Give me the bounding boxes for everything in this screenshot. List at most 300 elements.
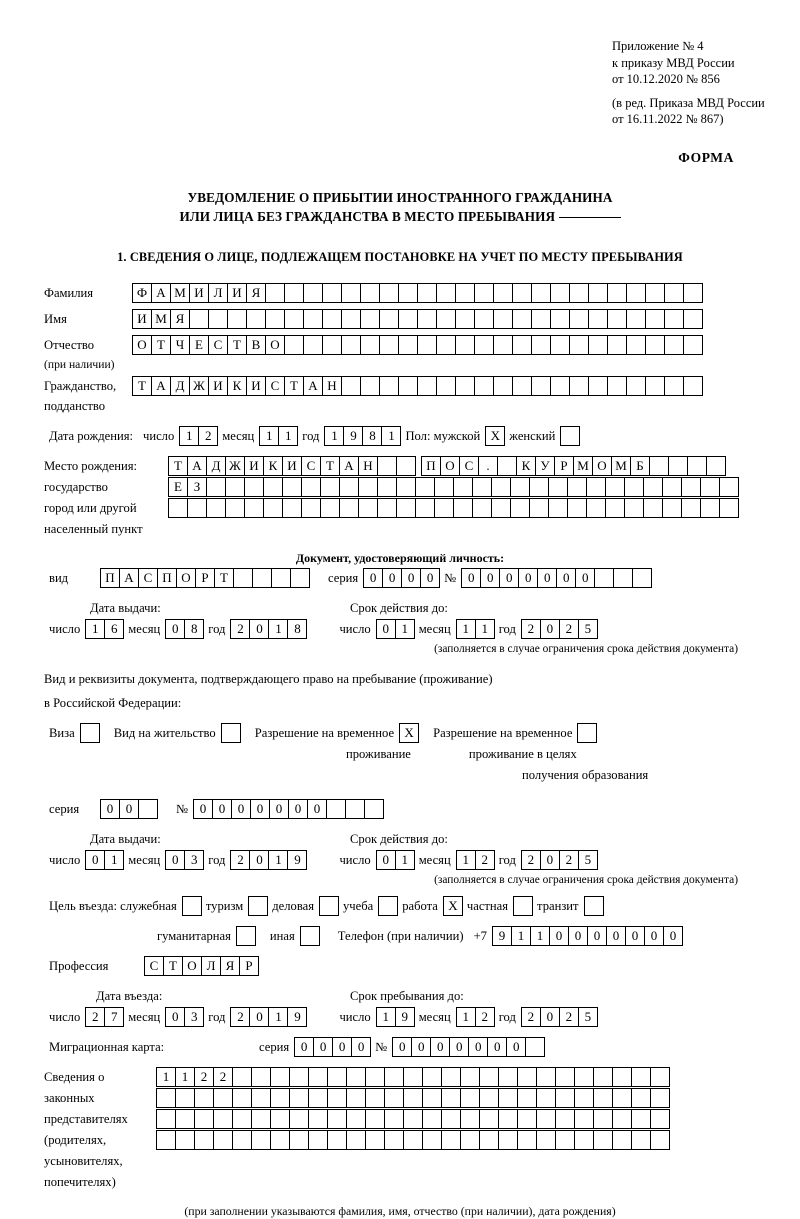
cell[interactable] <box>284 283 304 303</box>
cell[interactable] <box>327 1109 347 1129</box>
cell[interactable]: 0 <box>307 799 327 819</box>
cell[interactable] <box>232 1088 252 1108</box>
cell[interactable] <box>460 1130 480 1150</box>
cell[interactable] <box>643 498 663 518</box>
cell[interactable] <box>586 498 606 518</box>
cell[interactable]: 8 <box>287 619 307 639</box>
cell[interactable] <box>441 1130 461 1150</box>
cell[interactable]: X <box>443 896 463 916</box>
cell[interactable]: 0 <box>85 850 105 870</box>
cell[interactable]: Р <box>195 568 215 588</box>
cell[interactable]: 0 <box>411 1037 431 1057</box>
cell[interactable] <box>555 1088 575 1108</box>
legal-rep-cells-row4[interactable] <box>156 1130 669 1150</box>
cell[interactable] <box>365 1067 385 1087</box>
cell[interactable] <box>493 335 513 355</box>
cell[interactable] <box>529 498 549 518</box>
legal-rep-cells-row1[interactable] <box>156 1067 669 1087</box>
cell[interactable]: К <box>227 376 247 396</box>
cell[interactable]: 0 <box>376 619 396 639</box>
cell[interactable] <box>398 283 418 303</box>
cell[interactable]: С <box>144 956 164 976</box>
mcard-series-cells[interactable] <box>294 1037 370 1057</box>
cell[interactable]: 2 <box>230 850 250 870</box>
cell[interactable] <box>251 1109 271 1129</box>
cell[interactable] <box>379 335 399 355</box>
cell[interactable] <box>301 498 321 518</box>
cell[interactable] <box>605 477 625 497</box>
cell[interactable] <box>384 1088 404 1108</box>
cell[interactable] <box>683 283 703 303</box>
cell[interactable] <box>645 283 665 303</box>
cell[interactable] <box>80 723 100 743</box>
cell[interactable] <box>631 1088 651 1108</box>
cell[interactable] <box>194 1088 214 1108</box>
cell[interactable] <box>479 1109 499 1129</box>
cell[interactable] <box>706 456 726 476</box>
cell[interactable]: 8 <box>184 619 204 639</box>
cell[interactable]: X <box>485 426 505 446</box>
cell[interactable]: И <box>132 309 152 329</box>
cell[interactable] <box>194 1130 214 1150</box>
cell[interactable]: 0 <box>332 1037 352 1057</box>
cell[interactable]: М <box>611 456 631 476</box>
cell[interactable] <box>548 477 568 497</box>
cell[interactable] <box>417 335 437 355</box>
cell[interactable]: С <box>138 568 158 588</box>
cell[interactable] <box>156 1109 176 1129</box>
cell[interactable]: 2 <box>198 426 218 446</box>
cell[interactable] <box>271 568 291 588</box>
cell[interactable] <box>517 1109 537 1129</box>
cell[interactable] <box>206 498 226 518</box>
cell[interactable] <box>422 1067 442 1087</box>
cell[interactable]: 1 <box>381 426 401 446</box>
cell[interactable] <box>417 309 437 329</box>
cell[interactable] <box>536 1109 556 1129</box>
cell[interactable]: 2 <box>230 619 250 639</box>
cell[interactable] <box>664 283 684 303</box>
cell[interactable]: 0 <box>231 799 251 819</box>
cell[interactable]: 0 <box>269 799 289 819</box>
cell[interactable] <box>308 1067 328 1087</box>
cell[interactable] <box>624 477 644 497</box>
cell[interactable]: О <box>440 456 460 476</box>
cell[interactable] <box>346 1088 366 1108</box>
cell[interactable] <box>403 1088 423 1108</box>
cell[interactable] <box>384 1067 404 1087</box>
cell[interactable] <box>327 1130 347 1150</box>
cell[interactable] <box>282 498 302 518</box>
cell[interactable] <box>263 477 283 497</box>
cell[interactable] <box>474 309 494 329</box>
cell[interactable]: Д <box>206 456 226 476</box>
cell[interactable] <box>584 896 604 916</box>
cell[interactable] <box>322 283 342 303</box>
cell[interactable] <box>567 498 587 518</box>
legal-rep-cells-row3[interactable] <box>156 1109 669 1129</box>
cell[interactable]: 2 <box>475 850 495 870</box>
birth-place-city-cells-row1[interactable] <box>421 456 725 476</box>
cell[interactable] <box>517 1067 537 1087</box>
cell[interactable] <box>550 376 570 396</box>
cell[interactable]: С <box>301 456 321 476</box>
cell[interactable] <box>175 1109 195 1129</box>
cell[interactable] <box>664 335 684 355</box>
cell[interactable]: 3 <box>184 850 204 870</box>
entry-month-cells[interactable] <box>165 1007 203 1027</box>
cell[interactable] <box>569 335 589 355</box>
cell[interactable] <box>265 283 285 303</box>
sex-male-checkbox[interactable] <box>485 426 504 446</box>
cell[interactable]: 0 <box>392 1037 412 1057</box>
cell[interactable]: О <box>132 335 152 355</box>
cell[interactable]: К <box>516 456 536 476</box>
edu-residence-checkbox[interactable] <box>577 723 596 743</box>
cell[interactable] <box>175 1088 195 1108</box>
cell[interactable] <box>360 376 380 396</box>
cell[interactable]: 1 <box>268 1007 288 1027</box>
cell[interactable] <box>284 309 304 329</box>
cell[interactable]: А <box>339 456 359 476</box>
cell[interactable]: X <box>399 723 419 743</box>
cell[interactable]: Т <box>163 956 183 976</box>
purpose-study-checkbox[interactable] <box>378 896 397 916</box>
cell[interactable] <box>345 799 365 819</box>
purpose-work-checkbox[interactable] <box>443 896 462 916</box>
cell[interactable] <box>588 283 608 303</box>
purpose-service-checkbox[interactable] <box>182 896 201 916</box>
cell[interactable]: Н <box>358 456 378 476</box>
cell[interactable]: П <box>100 568 120 588</box>
cell[interactable] <box>194 1109 214 1129</box>
cell[interactable] <box>536 1067 556 1087</box>
cell[interactable] <box>436 376 456 396</box>
cell[interactable] <box>453 477 473 497</box>
cell[interactable]: 0 <box>556 568 576 588</box>
doc-number-cells[interactable] <box>461 568 651 588</box>
cell[interactable] <box>612 1088 632 1108</box>
cell[interactable] <box>403 1130 423 1150</box>
cell[interactable]: 0 <box>587 926 607 946</box>
cell[interactable]: 0 <box>119 799 139 819</box>
cell[interactable]: 1 <box>511 926 531 946</box>
cell[interactable]: Н <box>322 376 342 396</box>
cell[interactable]: Т <box>227 335 247 355</box>
cell[interactable]: 2 <box>559 1007 579 1027</box>
purpose-transit-checkbox[interactable] <box>584 896 603 916</box>
cell[interactable]: А <box>151 283 171 303</box>
cell[interactable] <box>479 1088 499 1108</box>
cell[interactable] <box>422 1130 442 1150</box>
cell[interactable] <box>550 335 570 355</box>
cell[interactable]: 2 <box>194 1067 214 1087</box>
cell[interactable] <box>213 1088 233 1108</box>
cell[interactable] <box>378 896 398 916</box>
permit-issue-year-cells[interactable] <box>230 850 306 870</box>
cell[interactable] <box>650 1067 670 1087</box>
cell[interactable] <box>588 376 608 396</box>
cell[interactable]: З <box>187 477 207 497</box>
cell[interactable]: 0 <box>568 926 588 946</box>
cell[interactable] <box>341 376 361 396</box>
cell[interactable]: В <box>246 335 266 355</box>
cell[interactable] <box>550 309 570 329</box>
cell[interactable] <box>645 309 665 329</box>
doc-issue-day-cells[interactable] <box>85 619 123 639</box>
cell[interactable] <box>175 1130 195 1150</box>
cell[interactable] <box>569 376 589 396</box>
cell[interactable] <box>441 1088 461 1108</box>
cell[interactable] <box>498 1109 518 1129</box>
cell[interactable] <box>586 477 606 497</box>
cell[interactable] <box>498 1067 518 1087</box>
cell[interactable] <box>436 283 456 303</box>
cell[interactable] <box>384 1130 404 1150</box>
cell[interactable] <box>358 498 378 518</box>
cell[interactable] <box>379 309 399 329</box>
cell[interactable] <box>683 335 703 355</box>
cell[interactable]: 0 <box>499 568 519 588</box>
cell[interactable]: У <box>535 456 555 476</box>
cell[interactable] <box>455 283 475 303</box>
cell[interactable]: 1 <box>530 926 550 946</box>
cell[interactable] <box>251 1130 271 1150</box>
cell[interactable]: 5 <box>578 1007 598 1027</box>
cell[interactable]: 5 <box>578 850 598 870</box>
cell[interactable] <box>479 1130 499 1150</box>
cell[interactable] <box>379 283 399 303</box>
cell[interactable]: К <box>263 456 283 476</box>
cell[interactable] <box>531 376 551 396</box>
cell[interactable] <box>588 335 608 355</box>
cell[interactable] <box>360 309 380 329</box>
cell[interactable]: 6 <box>104 619 124 639</box>
cell[interactable] <box>422 1088 442 1108</box>
cell[interactable] <box>474 376 494 396</box>
cell[interactable] <box>455 335 475 355</box>
cell[interactable]: 0 <box>165 1007 185 1027</box>
cell[interactable] <box>569 283 589 303</box>
cell[interactable] <box>510 477 530 497</box>
cell[interactable] <box>415 498 435 518</box>
cell[interactable] <box>252 568 272 588</box>
cell[interactable] <box>607 335 627 355</box>
cell[interactable] <box>681 498 701 518</box>
cell[interactable] <box>379 376 399 396</box>
cell[interactable] <box>187 498 207 518</box>
cell[interactable]: 0 <box>540 850 560 870</box>
cell[interactable] <box>303 283 323 303</box>
cell[interactable]: 0 <box>468 1037 488 1057</box>
cell[interactable]: А <box>151 376 171 396</box>
cell[interactable] <box>208 309 228 329</box>
cell[interactable] <box>607 283 627 303</box>
cell[interactable] <box>206 477 226 497</box>
cell[interactable] <box>612 1130 632 1150</box>
cell[interactable] <box>270 1088 290 1108</box>
birth-day-cells[interactable] <box>179 426 217 446</box>
cell[interactable] <box>301 477 321 497</box>
cell[interactable]: И <box>208 376 228 396</box>
cell[interactable] <box>308 1130 328 1150</box>
cell[interactable]: 2 <box>213 1067 233 1087</box>
cell[interactable] <box>263 498 283 518</box>
cell[interactable] <box>251 1088 271 1108</box>
cell[interactable]: 2 <box>230 1007 250 1027</box>
cell[interactable] <box>327 1067 347 1087</box>
permit-valid-day-cells[interactable] <box>376 850 414 870</box>
cell[interactable] <box>719 498 739 518</box>
cell[interactable]: 0 <box>487 1037 507 1057</box>
cell[interactable] <box>512 376 532 396</box>
profession-cells[interactable] <box>144 956 258 976</box>
cell[interactable]: 0 <box>165 850 185 870</box>
cell[interactable]: 1 <box>456 850 476 870</box>
cell[interactable] <box>417 376 437 396</box>
cell[interactable]: И <box>227 283 247 303</box>
cell[interactable] <box>270 1067 290 1087</box>
cell[interactable] <box>624 498 644 518</box>
cell[interactable] <box>453 498 473 518</box>
cell[interactable] <box>434 477 454 497</box>
cell[interactable] <box>403 1109 423 1129</box>
cell[interactable] <box>322 309 342 329</box>
cell[interactable] <box>364 799 384 819</box>
cell[interactable] <box>491 498 511 518</box>
cell[interactable] <box>300 926 320 946</box>
cell[interactable]: А <box>187 456 207 476</box>
cell[interactable] <box>232 1109 252 1129</box>
cell[interactable] <box>626 335 646 355</box>
cell[interactable] <box>664 376 684 396</box>
cell[interactable] <box>588 309 608 329</box>
cell[interactable] <box>612 1067 632 1087</box>
cell[interactable]: 1 <box>456 1007 476 1027</box>
doc-series-cells[interactable] <box>363 568 439 588</box>
cell[interactable] <box>626 309 646 329</box>
cell[interactable] <box>415 477 435 497</box>
cell[interactable]: Р <box>239 956 259 976</box>
cell[interactable]: 9 <box>395 1007 415 1027</box>
cell[interactable] <box>574 1067 594 1087</box>
visa-checkbox[interactable] <box>80 723 99 743</box>
cell[interactable] <box>607 309 627 329</box>
cell[interactable] <box>567 477 587 497</box>
cell[interactable] <box>303 335 323 355</box>
surname-cells[interactable] <box>132 283 702 303</box>
cell[interactable] <box>320 498 340 518</box>
cell[interactable] <box>396 498 416 518</box>
cell[interactable] <box>631 1130 651 1150</box>
cell[interactable] <box>574 1088 594 1108</box>
cell[interactable]: 1 <box>456 619 476 639</box>
cell[interactable]: Т <box>320 456 340 476</box>
cell[interactable] <box>529 477 549 497</box>
cell[interactable]: 9 <box>343 426 363 446</box>
cell[interactable]: 0 <box>518 568 538 588</box>
cell[interactable]: 0 <box>420 568 440 588</box>
cell[interactable]: Ж <box>189 376 209 396</box>
cell[interactable]: 1 <box>475 619 495 639</box>
cell[interactable] <box>555 1130 575 1150</box>
cell[interactable]: И <box>244 456 264 476</box>
cell[interactable] <box>455 376 475 396</box>
cell[interactable] <box>700 477 720 497</box>
cell[interactable] <box>493 309 513 329</box>
cell[interactable]: А <box>119 568 139 588</box>
cell[interactable] <box>626 376 646 396</box>
doc-valid-month-cells[interactable] <box>456 619 494 639</box>
cell[interactable] <box>517 1130 537 1150</box>
cell[interactable] <box>396 456 416 476</box>
cell[interactable] <box>512 283 532 303</box>
purpose-tourism-checkbox[interactable] <box>248 896 267 916</box>
cell[interactable]: Е <box>189 335 209 355</box>
cell[interactable] <box>396 477 416 497</box>
cell[interactable] <box>593 1088 613 1108</box>
cell[interactable] <box>460 1109 480 1129</box>
cell[interactable] <box>282 477 302 497</box>
cell[interactable]: 9 <box>492 926 512 946</box>
cell[interactable]: М <box>170 283 190 303</box>
cell[interactable] <box>593 1109 613 1129</box>
birth-place-city-cells-row3[interactable] <box>168 498 738 518</box>
cell[interactable] <box>577 723 597 743</box>
cell[interactable] <box>182 896 202 916</box>
cell[interactable] <box>531 335 551 355</box>
temp-residence-checkbox[interactable] <box>399 723 418 743</box>
cell[interactable]: 0 <box>575 568 595 588</box>
cell[interactable] <box>650 1088 670 1108</box>
cell[interactable]: 1 <box>156 1067 176 1087</box>
cell[interactable]: П <box>157 568 177 588</box>
cell[interactable] <box>531 309 551 329</box>
cell[interactable] <box>555 1109 575 1129</box>
cell[interactable]: Р <box>554 456 574 476</box>
cell[interactable] <box>403 1067 423 1087</box>
cell[interactable] <box>664 309 684 329</box>
cell[interactable] <box>531 283 551 303</box>
cell[interactable] <box>289 1130 309 1150</box>
cell[interactable]: 0 <box>537 568 557 588</box>
cell[interactable]: Ж <box>225 456 245 476</box>
permit-valid-month-cells[interactable] <box>456 850 494 870</box>
cell[interactable] <box>244 498 264 518</box>
cell[interactable] <box>156 1088 176 1108</box>
cell[interactable]: 7 <box>104 1007 124 1027</box>
cell[interactable]: 0 <box>540 1007 560 1027</box>
cell[interactable] <box>417 283 437 303</box>
cell[interactable] <box>441 1109 461 1129</box>
cell[interactable] <box>574 1130 594 1150</box>
cell[interactable] <box>365 1130 385 1150</box>
mcard-number-cells[interactable] <box>392 1037 544 1057</box>
cell[interactable]: А <box>303 376 323 396</box>
cell[interactable] <box>650 1130 670 1150</box>
stay-month-cells[interactable] <box>456 1007 494 1027</box>
cell[interactable]: 2 <box>85 1007 105 1027</box>
entry-day-cells[interactable] <box>85 1007 123 1027</box>
cell[interactable]: О <box>182 956 202 976</box>
cell[interactable] <box>246 309 266 329</box>
cell[interactable]: С <box>459 456 479 476</box>
name-cells[interactable] <box>132 309 702 329</box>
cell[interactable]: Ф <box>132 283 152 303</box>
cell[interactable] <box>662 498 682 518</box>
cell[interactable] <box>365 1088 385 1108</box>
cell[interactable] <box>346 1067 366 1087</box>
